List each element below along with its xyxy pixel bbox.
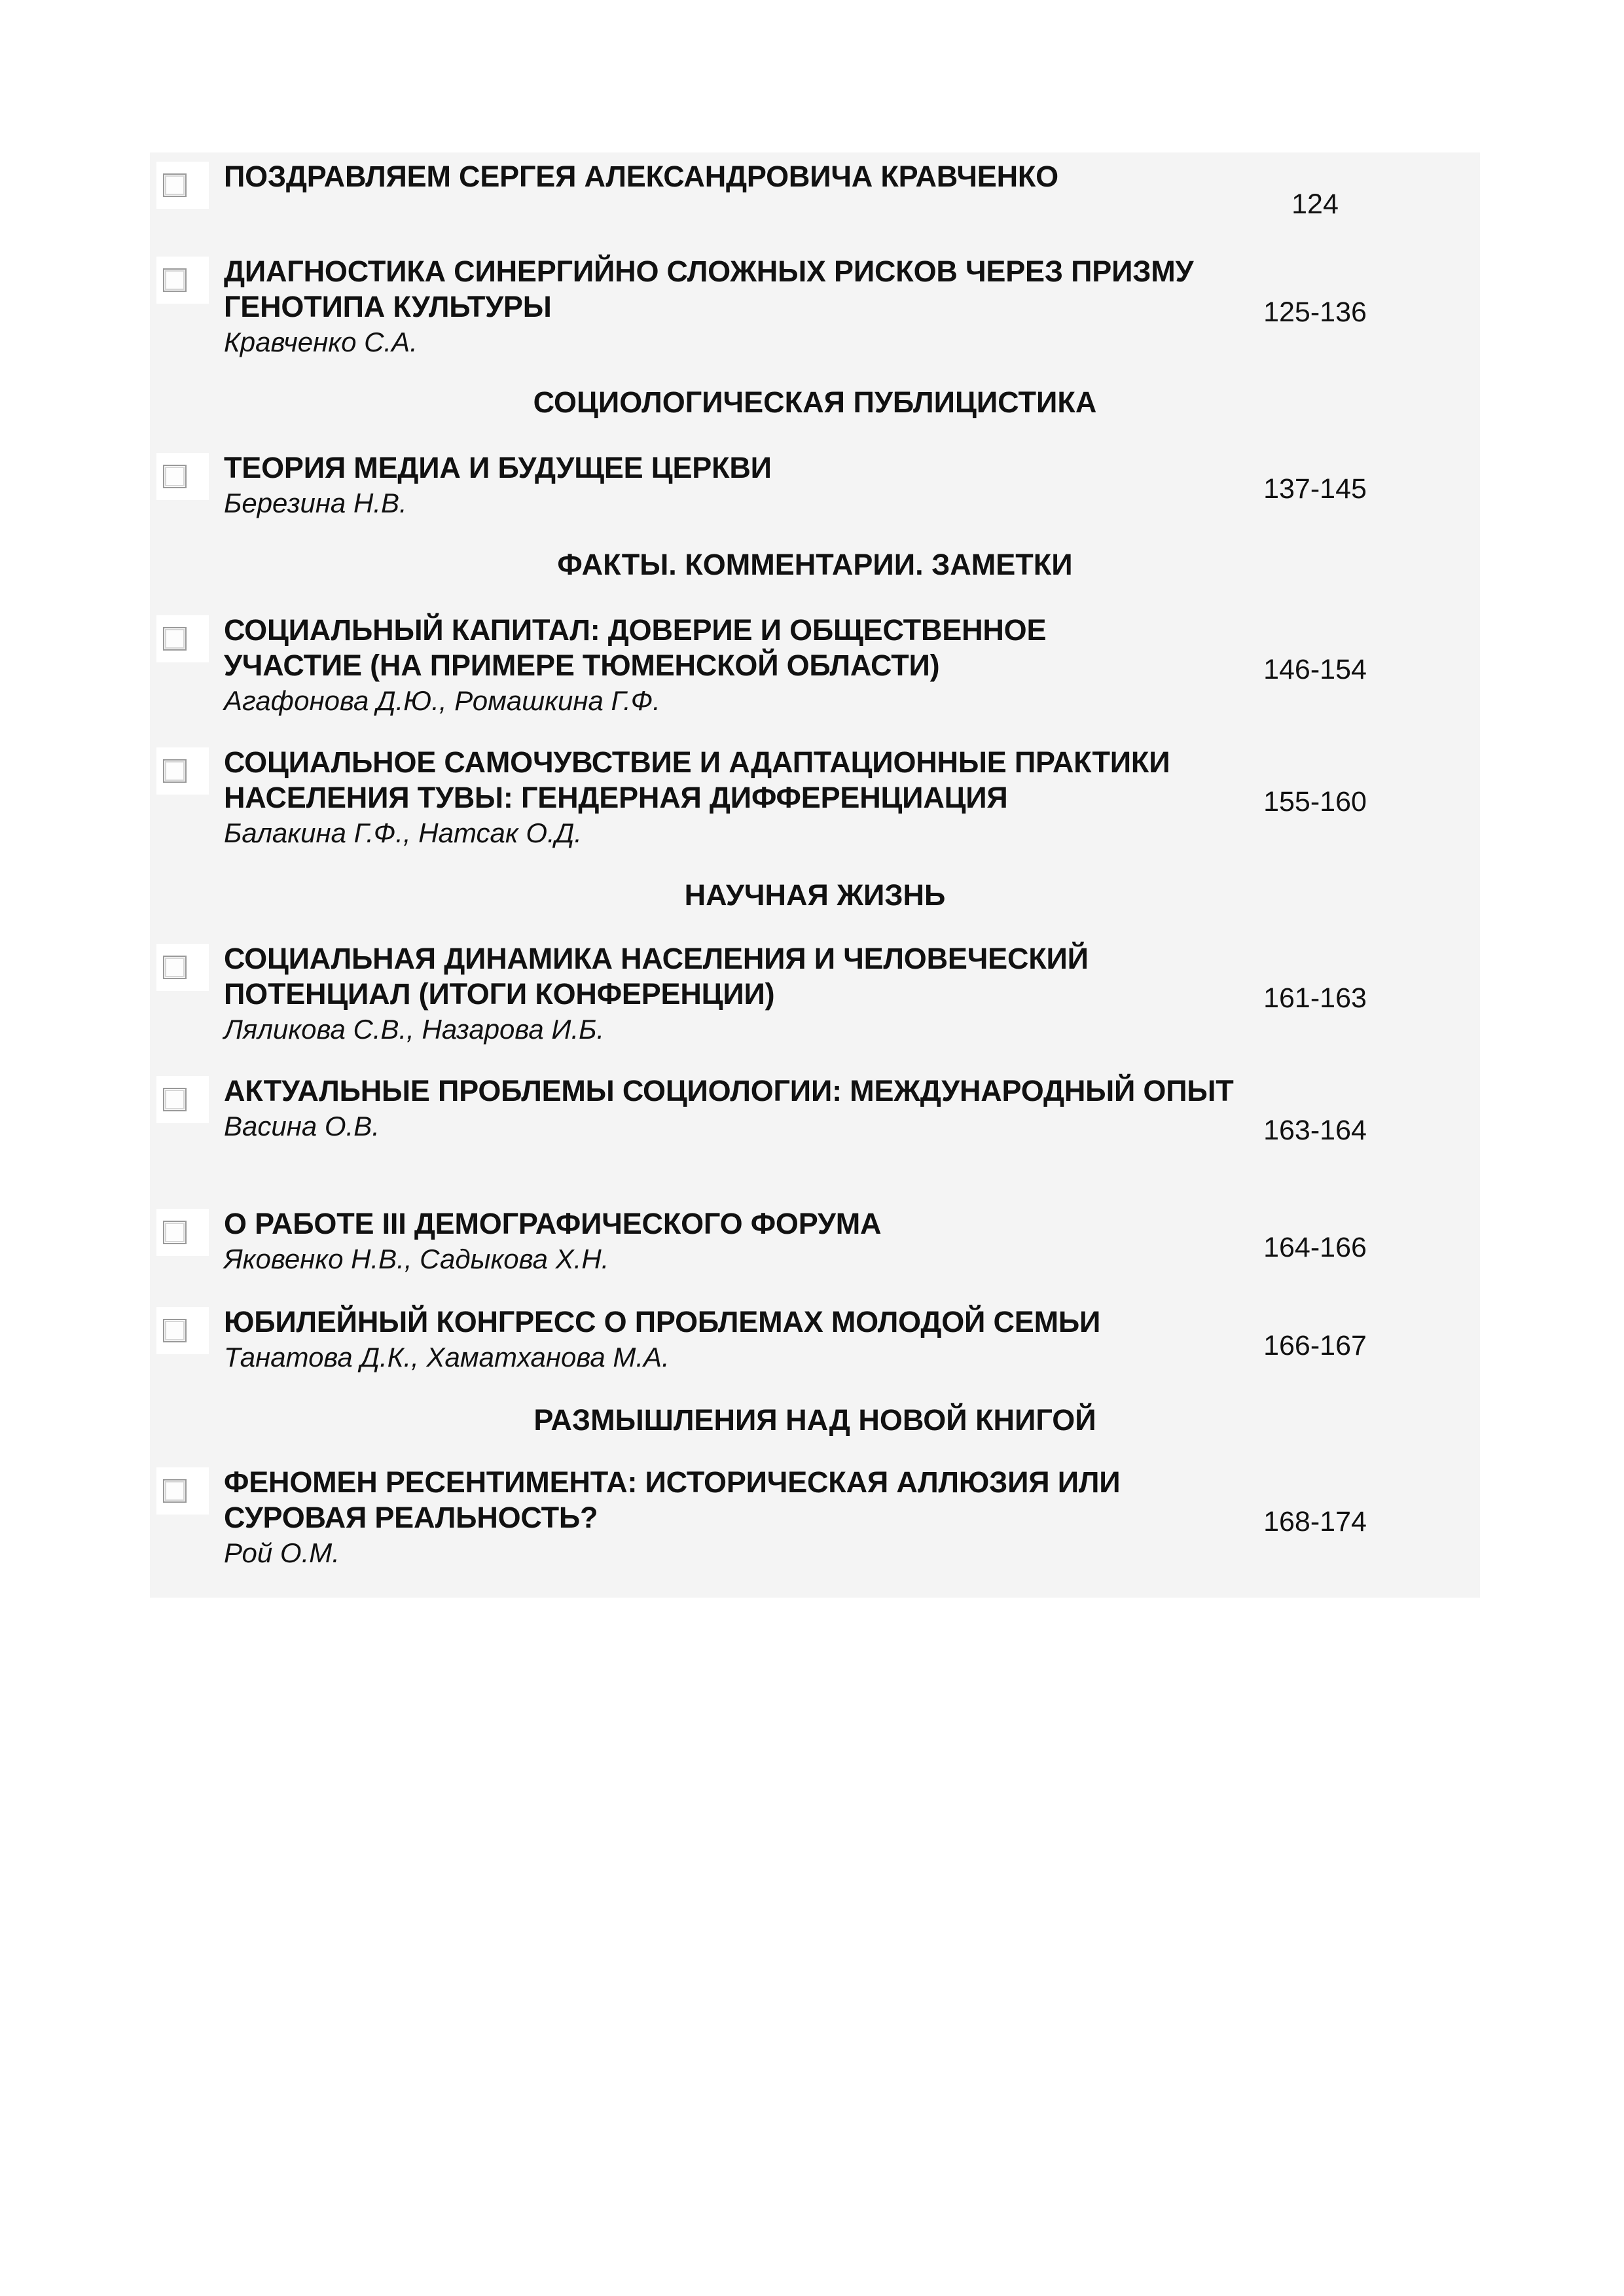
section-heading: СОЦИОЛОГИЧЕСКАЯ ПУБЛИЦИСТИКА: [533, 386, 1097, 419]
checkbox-icon: [163, 1479, 187, 1503]
toc-entry-text: [224, 1206, 1324, 1277]
article-title[interactable]: ЮБИЛЕЙНЫЙ КОНГРЕСС О ПРОБЛЕМАХ МОЛОДОЙ СЕМЬИ: [224, 1305, 1101, 1338]
article-title[interactable]: СОЦИАЛЬНЫЙ КАПИТАЛ: ДОВЕРИЕ И ОБЩЕСТВЕННОЕ УЧАСТИЕ (НА ПРИМЕРЕ ТЮМЕНСКОЙ ОБЛАСТИ): [224, 613, 1047, 682]
checkbox[interactable]: [156, 747, 209, 795]
toc-entry-text: [224, 1073, 1258, 1144]
table-of-contents: [150, 152, 1480, 1598]
toc-entry-text: [224, 1304, 1324, 1375]
article-author: Балакина Г.Ф., Натсак О.Д.: [224, 817, 582, 848]
checkbox-icon: [163, 956, 187, 979]
checkbox[interactable]: [156, 1209, 209, 1256]
checkbox[interactable]: [156, 944, 209, 991]
article-title[interactable]: ФЕНОМЕН РЕСЕНТИМЕНТА: ИСТОРИЧЕСКАЯ АЛЛЮЗИЯ ИЛИ СУРОВАЯ РЕАЛЬНОСТЬ?: [224, 1465, 1121, 1534]
article-author: Кравченко С.А.: [224, 327, 418, 357]
page-range: 161-163: [1263, 982, 1367, 1014]
checkbox[interactable]: [156, 1076, 209, 1123]
article-title[interactable]: АКТУАЛЬНЫЕ ПРОБЛЕМЫ СОЦИОЛОГИИ: МЕЖДУНАРОДНЫЙ ОПЫТ: [224, 1074, 1234, 1107]
page-range: 155-160: [1263, 786, 1367, 817]
article-title[interactable]: СОЦИАЛЬНОЕ САМОЧУВСТВИЕ И АДАПТАЦИОННЫЕ ПРАКТИКИ НАСЕЛЕНИЯ ТУВЫ: ГЕНДЕРНАЯ ДИФФЕРЕНЦИАЦИЯ: [224, 745, 1170, 814]
article-title[interactable]: О РАБОТЕ III ДЕМОГРАФИЧЕСКОГО ФОРУМА: [224, 1207, 882, 1240]
page-range: 166-167: [1263, 1330, 1367, 1361]
page-range: 168-174: [1263, 1506, 1367, 1537]
toc-entry-text: [224, 254, 1206, 360]
article-author: Агафонова Д.Ю., Ромашкина Г.Ф.: [224, 685, 660, 716]
checkbox-icon: [163, 1221, 187, 1244]
checkbox[interactable]: [156, 453, 209, 500]
article-title[interactable]: СОЦИАЛЬНАЯ ДИНАМИКА НАСЕЛЕНИЯ И ЧЕЛОВЕЧЕСКИЙ ПОТЕНЦИАЛ (ИТОГИ КОНФЕРЕНЦИИ): [224, 942, 1089, 1011]
article-title[interactable]: ДИАГНОСТИКА СИНЕРГИЙНО СЛОЖНЫХ РИСКОВ ЧЕРЕЗ ПРИЗМУ ГЕНОТИПА КУЛЬТУРЫ: [224, 255, 1194, 323]
checkbox-icon: [163, 1088, 187, 1111]
article-author: Рой О.М.: [224, 1537, 340, 1568]
page-range: 125-136: [1263, 296, 1367, 328]
checkbox[interactable]: [156, 162, 209, 209]
page-range: 137-145: [1263, 473, 1367, 505]
toc-entry-text: [224, 1465, 1219, 1571]
article-title[interactable]: ТЕОРИЯ МЕДИА И БУДУЩЕЕ ЦЕРКВИ: [224, 451, 772, 484]
toc-entry-text: [224, 450, 1324, 521]
toc-entry-text: [224, 613, 1166, 719]
section-heading: РАЗМЫШЛЕНИЯ НАД НОВОЙ КНИГОЙ: [533, 1403, 1096, 1437]
article-author: Танатова Д.К., Хаматханова М.А.: [224, 1342, 670, 1372]
checkbox[interactable]: [156, 615, 209, 662]
checkbox-icon: [163, 173, 187, 197]
checkbox-icon: [163, 627, 187, 651]
checkbox-icon: [163, 268, 187, 292]
toc-entry-text: [224, 941, 1238, 1047]
page-range: 146-154: [1263, 654, 1367, 685]
article-title[interactable]: ПОЗДРАВЛЯЕМ СЕРГЕЯ АЛЕКСАНДРОВИЧА КРАВЧЕНКО: [224, 160, 1058, 193]
article-author: Березина Н.В.: [224, 488, 407, 518]
page-range: 163-164: [1263, 1115, 1367, 1146]
checkbox-icon: [163, 465, 187, 488]
page-range: 164-166: [1263, 1232, 1367, 1263]
checkbox-icon: [163, 1319, 187, 1342]
section-heading: ФАКТЫ. КОММЕНТАРИИ. ЗАМЕТКИ: [557, 548, 1073, 581]
toc-entry-text: [224, 745, 1258, 851]
article-author: Васина О.В.: [224, 1111, 380, 1141]
checkbox[interactable]: [156, 257, 209, 304]
article-author: Ляликова С.В., Назарова И.Б.: [224, 1014, 605, 1045]
toc-entry-text: [224, 159, 1324, 194]
page-range: 124: [1291, 188, 1339, 220]
article-author: Яковенко Н.В., Садыкова Х.Н.: [224, 1244, 609, 1274]
checkbox-icon: [163, 759, 187, 783]
checkbox[interactable]: [156, 1467, 209, 1515]
checkbox[interactable]: [156, 1307, 209, 1354]
section-heading: НАУЧНАЯ ЖИЗНЬ: [684, 878, 946, 912]
